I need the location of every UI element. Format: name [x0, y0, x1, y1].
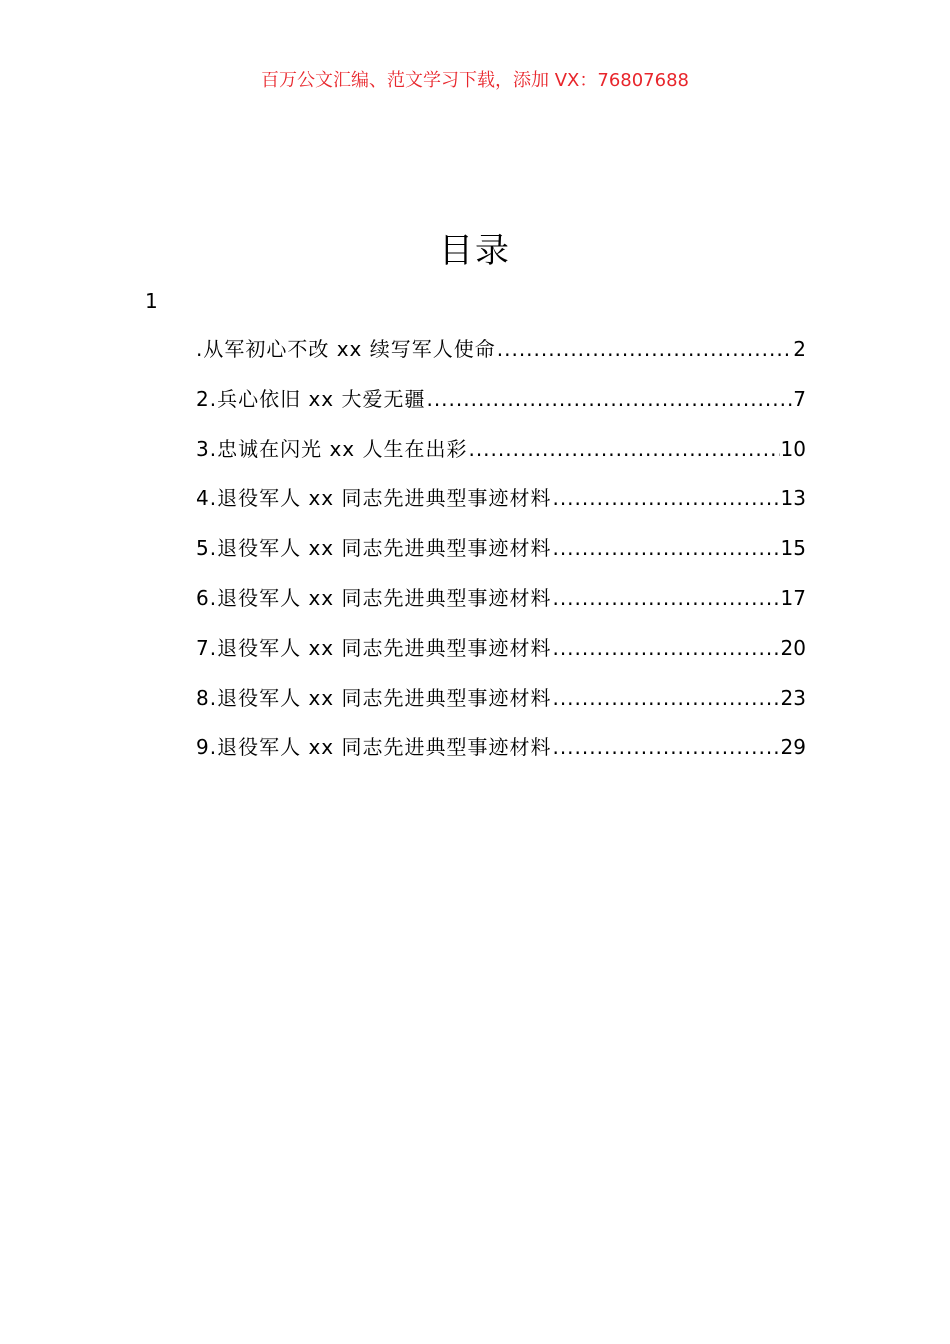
toc-entry[interactable]	[196, 434, 806, 484]
toc-entry[interactable]	[196, 583, 806, 633]
toc-dot-leader	[426, 384, 792, 414]
toc-entry-title: 3.忠诚在闪光 xx 人生在出彩	[196, 436, 468, 461]
toc-entry-title: 8.退役军人 xx 同志先进典型事迹材料	[196, 685, 552, 710]
toc-entry[interactable]	[196, 683, 806, 733]
toc-entry-title: 5.退役军人 xx 同志先进典型事迹材料	[196, 536, 552, 561]
toc-entry[interactable]	[196, 732, 806, 782]
toc-page-number: 17	[780, 585, 806, 610]
toc-page-number: 29	[780, 735, 806, 760]
toc-dot-leader	[552, 633, 779, 663]
toc-page-number: 15	[780, 536, 806, 561]
toc-dot-leader	[552, 483, 779, 513]
page-title: 目录	[439, 231, 511, 271]
toc-dot-leader	[468, 434, 779, 464]
toc-entry[interactable]	[196, 334, 806, 384]
table-of-contents	[196, 334, 806, 782]
list-number: 1	[145, 289, 158, 313]
toc-dot-leader	[497, 334, 793, 364]
toc-entry[interactable]	[196, 533, 806, 583]
toc-entry-title: 4.退役军人 xx 同志先进典型事迹材料	[196, 486, 552, 511]
toc-page-number: 7	[793, 386, 806, 411]
toc-page-number: 13	[780, 486, 806, 511]
toc-entry-title: 7.退役军人 xx 同志先进典型事迹材料	[196, 635, 552, 660]
toc-dot-leader	[552, 732, 779, 762]
toc-page-number: 23	[780, 685, 806, 710]
toc-page-number: 10	[780, 436, 806, 461]
toc-dot-leader	[552, 583, 779, 613]
toc-page-number: 2	[793, 337, 806, 361]
toc-page-number: 20	[780, 635, 806, 660]
toc-dot-leader	[552, 683, 779, 713]
toc-entry[interactable]	[196, 384, 806, 434]
toc-entry-title: 9.退役军人 xx 同志先进典型事迹材料	[196, 735, 552, 760]
toc-entry[interactable]	[196, 633, 806, 683]
toc-dot-leader	[552, 533, 779, 563]
toc-entry-title: 6.退役军人 xx 同志先进典型事迹材料	[196, 585, 552, 610]
toc-entry-title: .从军初心不改 xx 续写军人使命	[196, 337, 496, 361]
header-watermark-note: 百万公文汇编、范文学习下载，添加 VX：76807688	[261, 70, 689, 91]
toc-entry[interactable]	[196, 483, 806, 533]
toc-entry-title: 2.兵心依旧 xx 大爱无疆	[196, 386, 426, 411]
